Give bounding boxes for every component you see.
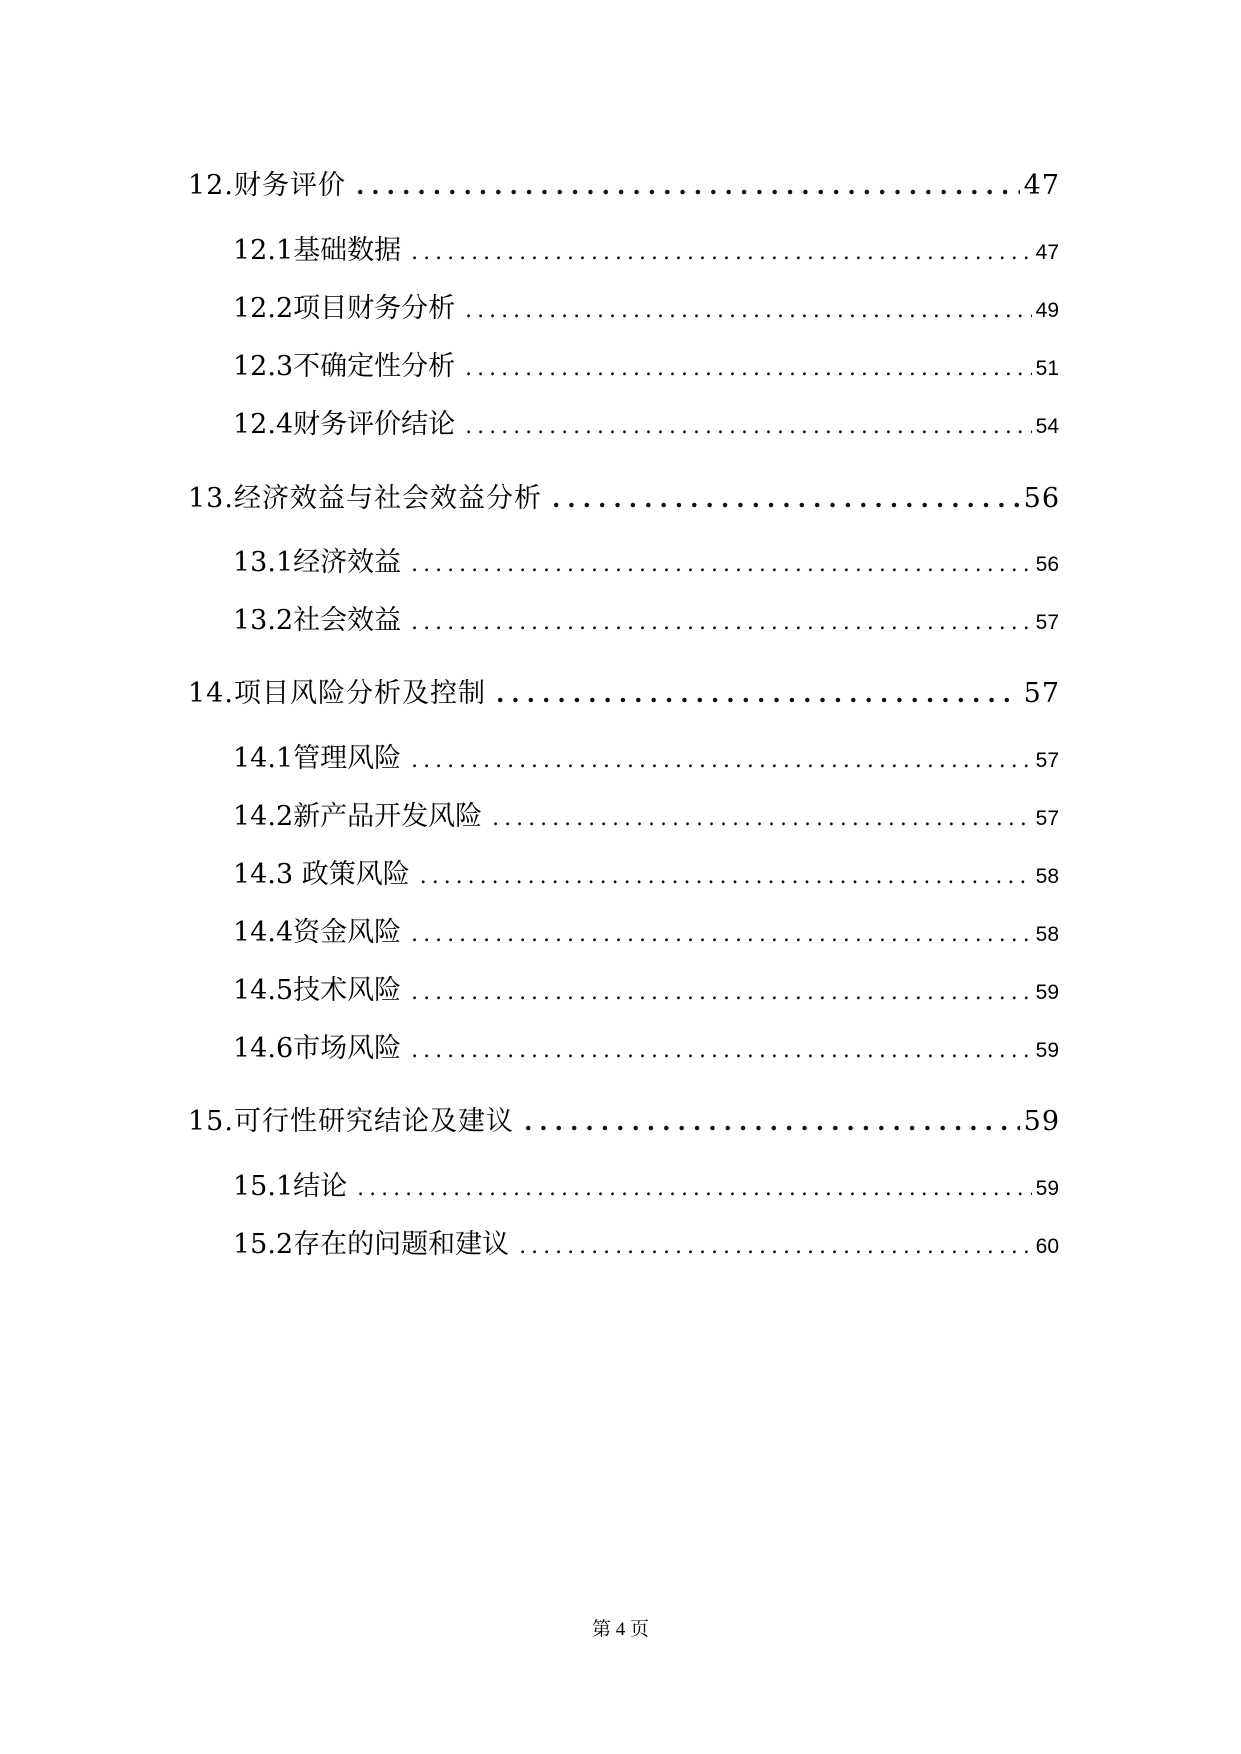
toc-leader-dots	[357, 1176, 1032, 1201]
toc-entry[interactable]	[233, 402, 1059, 452]
toc-entry[interactable]	[188, 1099, 1060, 1149]
toc-entry[interactable]	[233, 1026, 1059, 1076]
toc-leader-dots	[411, 980, 1032, 1005]
toc-entry-page: 58	[1035, 923, 1059, 946]
toc-entry[interactable]	[233, 598, 1059, 648]
toc-entry-title: 14.2新产品开发风险	[233, 801, 483, 832]
toc-leader-dots	[524, 1107, 1020, 1136]
toc-leader-dots	[411, 610, 1032, 635]
toc-entry-page: 59	[1035, 1039, 1059, 1062]
toc-entry[interactable]	[188, 163, 1060, 213]
toc-entry-title: 13.经济效益与社会效益分析	[188, 483, 542, 514]
toc-entry-page: 57	[1035, 807, 1059, 830]
toc-entry[interactable]	[188, 476, 1060, 526]
toc-entry[interactable]	[233, 228, 1059, 278]
toc-entry-title: 12.财务评价	[188, 170, 346, 201]
toc-leader-dots	[465, 356, 1032, 381]
toc-leader-dots	[465, 414, 1032, 439]
toc-entry-page: 59	[1035, 981, 1059, 1004]
toc-entry-title: 14.项目风险分析及控制	[188, 678, 486, 709]
toc-entry-page: 60	[1035, 1235, 1059, 1258]
toc-leader-dots	[411, 552, 1032, 577]
toc-entry-title: 12.3不确定性分析	[233, 351, 456, 382]
toc-leader-dots	[465, 298, 1032, 323]
toc-entry-page: 51	[1035, 357, 1059, 380]
toc-entry-title: 14.4资金风险	[233, 917, 402, 948]
toc-entry[interactable]	[233, 794, 1059, 844]
toc-entry[interactable]	[233, 852, 1059, 902]
toc-entry-title: 14.6市场风险	[233, 1033, 402, 1064]
toc-entry[interactable]	[233, 540, 1059, 590]
toc-leader-dots	[411, 922, 1032, 947]
toc-entry-page: 58	[1035, 865, 1059, 888]
page-number: 第 4 页	[591, 1619, 649, 1640]
toc-entry-page: 54	[1035, 415, 1059, 438]
toc-entry[interactable]	[188, 671, 1060, 721]
toc-entry-title: 15.1结论	[233, 1171, 348, 1202]
toc-entry[interactable]	[233, 1222, 1059, 1272]
toc-entry-page: 57	[1023, 678, 1060, 709]
toc-entry-title: 14.5技术风险	[233, 975, 402, 1006]
toc-entry-title: 15.2存在的问题和建议	[233, 1229, 510, 1260]
toc-entry-page: 56	[1035, 553, 1059, 576]
toc-entry-page: 49	[1035, 299, 1059, 322]
toc-leader-dots	[411, 1038, 1032, 1063]
toc-leader-dots	[492, 806, 1032, 831]
toc-entry[interactable]	[233, 344, 1059, 394]
toc-leader-dots	[519, 1234, 1032, 1259]
toc-leader-dots	[496, 679, 1020, 708]
toc-entry-page: 59	[1035, 1177, 1059, 1200]
toc-entry-title: 14.1管理风险	[233, 743, 402, 774]
toc-entry-page: 56	[1023, 483, 1060, 514]
toc-entry[interactable]	[233, 1164, 1059, 1214]
toc-leader-dots	[420, 864, 1032, 889]
toc-entry-title: 13.2社会效益	[233, 605, 402, 636]
toc-leader-dots	[356, 171, 1020, 200]
toc-entry-title: 12.2项目财务分析	[233, 293, 456, 324]
toc-leader-dots	[411, 748, 1032, 773]
toc-entry[interactable]	[233, 286, 1059, 336]
toc-entry-page: 57	[1035, 749, 1059, 772]
toc-entry[interactable]	[233, 910, 1059, 960]
toc-entry-title: 14.3 政策风险	[233, 859, 410, 890]
toc-entry[interactable]	[233, 968, 1059, 1018]
toc-entry[interactable]	[233, 736, 1059, 786]
toc-entry-page: 57	[1035, 611, 1059, 634]
toc-entry-title: 12.1基础数据	[233, 235, 402, 266]
toc-entry-page: 47	[1023, 170, 1060, 201]
toc-leader-dots	[411, 240, 1032, 265]
toc-entry-title: 12.4财务评价结论	[233, 409, 456, 440]
toc-entry-title: 15.可行性研究结论及建议	[188, 1106, 514, 1137]
toc-entry-page: 59	[1023, 1106, 1060, 1137]
toc-entry-page: 47	[1035, 241, 1059, 264]
toc-leader-dots	[552, 484, 1020, 513]
toc-entry-title: 13.1经济效益	[233, 547, 402, 578]
